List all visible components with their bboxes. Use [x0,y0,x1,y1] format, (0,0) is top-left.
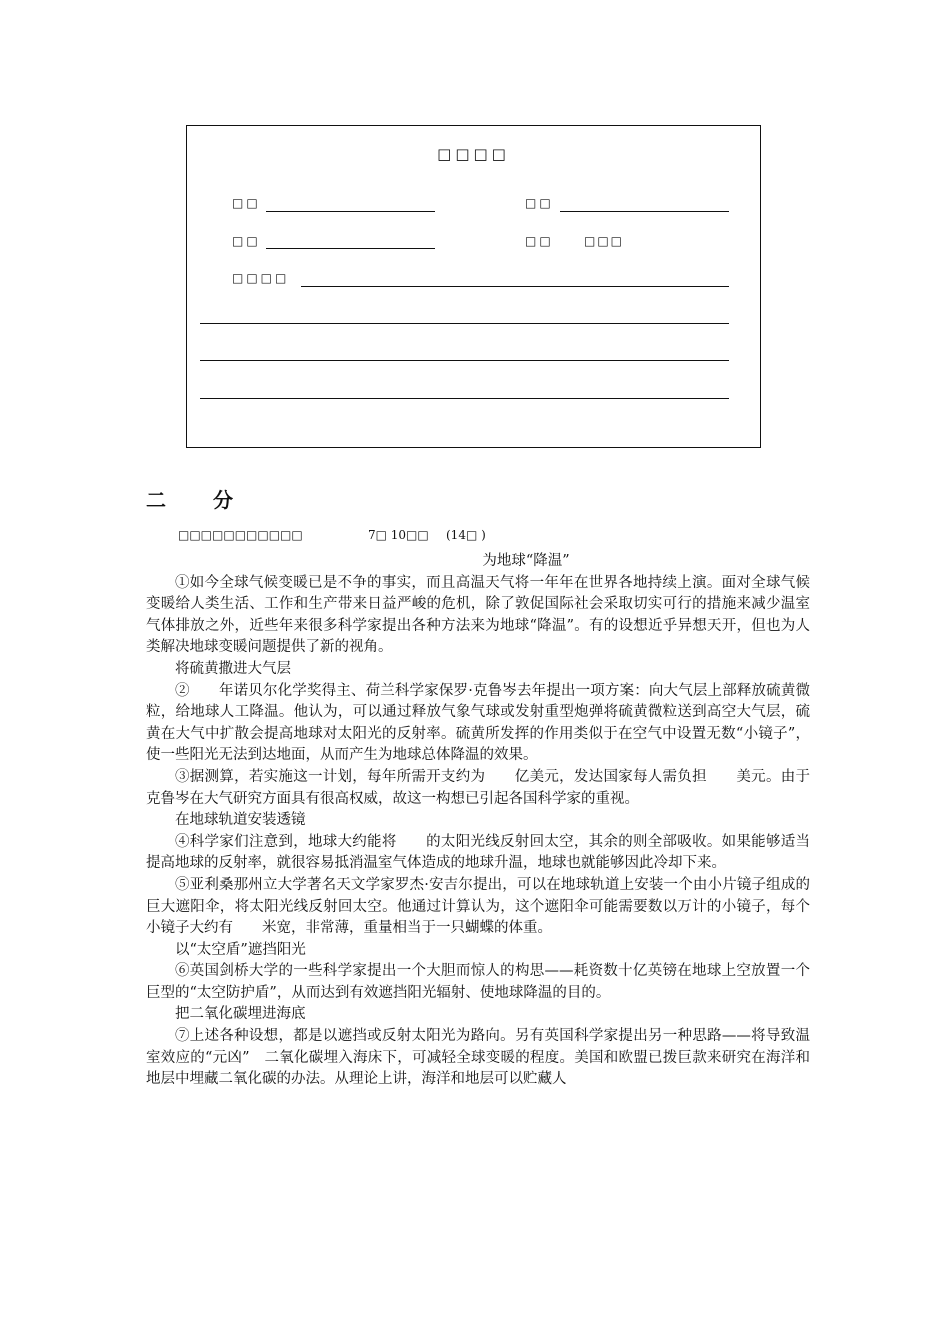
form-field-3[interactable] [266,248,435,249]
article-title: 为地球“降温” [482,553,570,569]
form-title: □□□□ [437,145,510,163]
article-subheading: 把二氧化碳埋进海底 [175,1006,306,1023]
article-paragraph: ② 年诺贝尔化学奖得主、荷兰科学家保罗·克鲁岑去年提出一项方案：向大气层上部释放硫黄微粒，给地球人工降温。他认为，可以通过释放气象气球或发射重型炮弹将硫黄微粒送到高空大气层，硫黄在大气中扩散会提高地球对太阳光的反射率。硫黄所发挥的作用类似于在空气中设置无数“小镜子”，使一些阳光无法到达地面，从而产生为地球总体降温的效果。 [146,682,810,764]
article-subheading: 以“太空盾”遮挡阳光 [175,941,306,958]
form-field-2[interactable] [560,211,729,212]
form-label-5: □□□□ [232,271,290,285]
article-paragraph: ⑥英国剑桥大学的一些科学家提出一个大胆而惊人的构思——耗资数十亿英镑在地球上空放置一个巨型的“太空防护盾”，从而达到有效遮挡阳光辐射、使地球降温的目的。 [146,963,810,1001]
form-label-1: □□ [232,196,261,210]
section-heading [146,484,233,513]
form-blank-line-2[interactable] [200,360,729,361]
form-field-1[interactable] [266,211,435,212]
article-paragraph: ④科学家们注意到，地球大约能将 的太阳光线反射回太空，其余的则全部吸收。如果能够适当提高地球的反射率，就很容易抵消温室气体造成的地球升温，地球也就能够因此冷却下来。 [146,833,810,872]
article [146,551,810,1091]
article-subheading: 将硫黄撒进大气层 [175,660,291,677]
form-field-5[interactable] [301,286,729,287]
form-blank-line-3[interactable] [200,398,729,399]
article-paragraph: ①如今全球气候变暖已是不争的事实，而且高温天气将一年年在世界各地持续上演。面对全球气候变暖给人类生活、工作和生产带来日益严峻的危机，除了敦促国际社会采取切实可行的措施来减少温室气体排放之外，近些年来很多科学家提出各种方法来为地球“降温”。有的设想近乎异想天开，但也为人类解决地球变暖问题提供了新的视角。 [146,574,810,656]
article-body [146,573,810,1091]
form-value-4: □□□ [584,234,625,248]
question-range: 7□ 10□□ [368,528,429,542]
article-subheading: 在地球轨道安装透镜 [175,812,306,829]
section-number: 二 [146,488,166,512]
section-score: 分 [212,488,233,512]
info-form-box [186,125,761,448]
article-paragraph: ⑦上述各种设想，都是以遮挡或反射太阳光为路向。另有英国科学家提出另一种思路——将导致温室效应的“元凶” 二氧化碳埋入海床下，可减轻全球变暖的程度。美国和欧盟已拨巨款来研究在海洋和地层中埋藏二氧化碳的办法。从理论上讲，海洋和地层可以贮藏人 [146,1028,810,1088]
form-label-3: □□ [232,234,261,248]
question-instruction: □□□□□□□□□□□ [178,528,303,542]
form-blank-line-1[interactable] [200,323,729,324]
article-paragraph: ⑤亚利桑那州立大学著名天文学家罗杰·安吉尔提出，可以在地球轨道上安装一个由小片镜子组成的巨大遮阳伞，将太阳光线反射回太空。他通过计算认为，这个遮阳伞可能需要数以万计的小镜子，每个小镜子大约有 米宽，非常薄，重量相当于一只蝴蝶的体重。 [146,876,810,937]
form-label-2: □□ [525,196,554,210]
form-label-4: □□ [525,234,554,248]
article-paragraph: ③据测算，若实施这一计划，每年所需开支约为 亿美元，发达国家每人需负担 美元。由于克鲁岑在大气研究方面具有很高权威，故这一构想已引起各国科学家的重视。 [146,768,810,807]
question-points: (14□ ) [446,528,486,542]
